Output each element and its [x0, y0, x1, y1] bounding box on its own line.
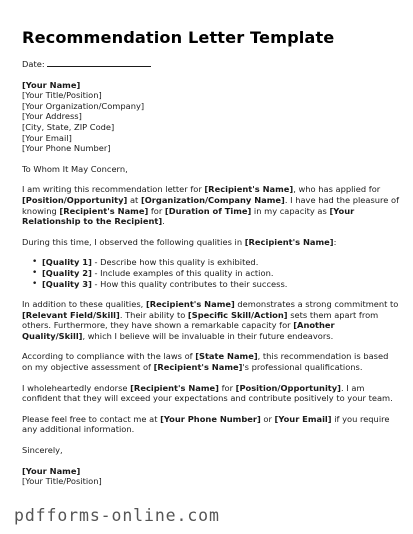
closing: Sincerely,	[22, 445, 63, 456]
text-span: or	[260, 413, 275, 424]
quality-label: [Quality 1]	[42, 257, 92, 268]
salutation: To Whom It May Concern,	[22, 163, 128, 174]
text-span: . I have had the pleasure of	[284, 194, 400, 205]
placeholder-recipient-name: [Recipient's Name]	[153, 362, 243, 373]
paragraph-compliance	[22, 351, 392, 372]
text-span: in my capacity as	[251, 205, 330, 216]
text-span: I wholeheartedly endorse	[22, 382, 131, 393]
sender-title: [Your Title/Position]	[22, 90, 102, 101]
text-span: In addition to these qualities,	[22, 299, 146, 310]
text-span: According to compliance with the laws of	[22, 351, 196, 362]
text-span: demonstrates a strong commitment to	[234, 299, 399, 310]
quality-label: [Quality 2]	[42, 267, 92, 278]
quality-label: [Quality 3]	[42, 278, 92, 289]
page-title: Recommendation Letter Template	[22, 28, 335, 47]
paragraph-commitment	[22, 299, 399, 341]
text-span: Please feel free to contact me at	[22, 413, 161, 424]
signature-title: [Your Title/Position]	[22, 476, 102, 487]
text-span: confident that they will exceed your expectations and contribute positively to your team.	[22, 393, 393, 404]
list-item	[42, 268, 392, 279]
list-item	[42, 257, 392, 268]
placeholder-relationship: Relationship to the Recipient]	[22, 216, 163, 227]
placeholder-another-quality: Quality/Skill]	[22, 330, 83, 341]
placeholder-recipient-name: [Recipient's Name]	[244, 236, 334, 247]
placeholder-recipient-name: [Recipient's Name]	[145, 299, 235, 310]
placeholder-recipient-name: [Recipient's Name]	[130, 382, 219, 393]
paragraph-endorsement	[22, 383, 392, 404]
placeholder-duration: [Duration of Time]	[164, 205, 252, 216]
text-span: , who has applied for	[293, 184, 381, 195]
text-span: on my objective assessment of	[22, 362, 154, 373]
quality-description: - Describe how this quality is exhibited.	[91, 257, 259, 268]
signature-block	[22, 466, 392, 487]
text-span: . Their ability to	[119, 309, 188, 320]
placeholder-organization: [Organization/Company Name]	[140, 194, 285, 205]
sender-organization: [Your Organization/Company]	[22, 100, 145, 111]
text-span: , which I believe will be invaluable in their future endeavors.	[82, 330, 334, 341]
paragraph-qualities-intro	[22, 237, 392, 248]
placeholder-position: [Position/Opportunity]	[235, 382, 341, 393]
placeholder-position: [Position/Opportunity]	[22, 194, 128, 205]
date-field	[22, 58, 392, 70]
text-span: 's professional qualifications.	[242, 362, 363, 373]
sender-city: [City, State, ZIP Code]	[22, 121, 115, 132]
text-span: . I am	[340, 382, 365, 393]
paragraph-intro	[22, 184, 400, 227]
placeholder-recipient-name: [Recipient's Name]	[204, 184, 294, 195]
sender-phone: [Your Phone Number]	[22, 143, 111, 154]
text-span: for	[148, 205, 165, 216]
date-label: Date:	[22, 59, 48, 69]
text-span: others. Furthermore, they have shown a remarkable capacity for	[22, 320, 294, 331]
text-span: :	[333, 236, 337, 247]
list-item	[42, 279, 392, 290]
text-span: at	[127, 194, 141, 205]
signature-name: [Your Name]	[22, 465, 81, 476]
paragraph-contact	[22, 414, 392, 435]
text-span: During this time, I observed the following qualities in	[22, 236, 245, 247]
date-blank-line	[47, 58, 151, 67]
qualities-list	[22, 257, 392, 289]
placeholder-field-skill: [Relevant Field/Skill]	[22, 309, 120, 320]
placeholder-phone: [Your Phone Number]	[160, 413, 261, 424]
site-watermark: pdfforms-online.com	[14, 506, 220, 525]
text-span: knowing	[22, 205, 60, 216]
text-span: .	[162, 216, 165, 227]
placeholder-recipient-name: [Recipient's Name]	[59, 205, 149, 216]
placeholder-relationship: [Your	[329, 205, 355, 216]
quality-description: - How this quality contributes to their success.	[91, 278, 288, 289]
sender-name: [Your Name]	[22, 79, 81, 90]
placeholder-email: [Your Email]	[274, 413, 332, 424]
letter-page	[22, 28, 400, 487]
sender-email: [Your Email]	[22, 132, 72, 143]
sender-address: [Your Address]	[22, 111, 82, 122]
text-span: any additional information.	[22, 424, 135, 435]
placeholder-state-name: [State Name]	[195, 351, 258, 362]
text-span: for	[218, 382, 236, 393]
text-span: , this recommendation is based	[257, 351, 389, 362]
placeholder-another-quality: [Another	[293, 320, 335, 331]
text-span: I am writing this recommendation letter for	[22, 184, 205, 195]
text-span: sets them apart from	[287, 309, 379, 320]
sender-block	[22, 80, 392, 154]
quality-description: - Include examples of this quality in action.	[91, 267, 274, 278]
text-span: if you require	[331, 413, 390, 424]
placeholder-specific-skill: [Specific Skill/Action]	[187, 309, 288, 320]
